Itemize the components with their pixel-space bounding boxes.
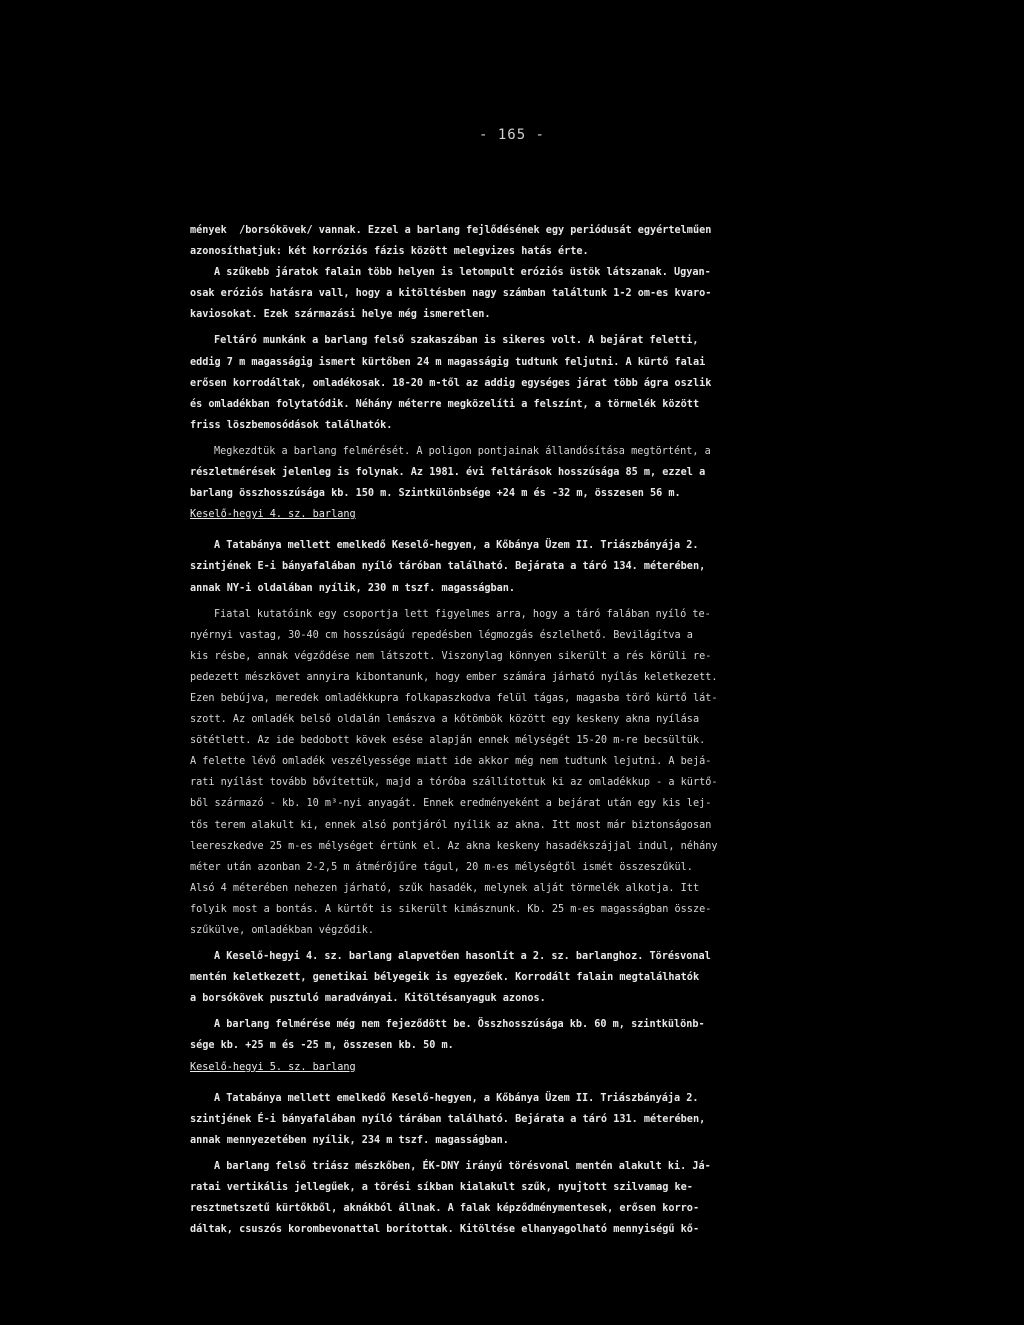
text-line: A szűkebb járatok falain több helyen is letompult eróziós üstök látszanak. Ugyan- [214, 267, 711, 279]
text-line: barlang összhosszúsága kb. 150 m. Szintkülönbsége +24 m és -32 m, összesen 56 m. [190, 488, 681, 500]
text-line: folyik most a bontás. A kürtőt is sikerült kimásznunk. Kb. 25 m-es magasságban össze- [190, 903, 712, 915]
paragraph [190, 441, 850, 504]
paragraph [190, 262, 850, 325]
text-line: és omladékban folytatódik. Néhány méterre megközelíti a felszínt, a törmelék között [190, 398, 700, 410]
text-line: Ezen bebújva, meredek omladékkupra folkapaszkodva felül tágas, magasba törő kürtő lát- [190, 692, 718, 704]
text-line: pedezett mészkövet annyira kibontanunk, hogy ember számára járható nyílás keletkezett. [190, 671, 718, 683]
text-line: nyérnyi vastag, 30-40 cm hosszúságú repedésben légmozgás észlelhető. Bevilágítva a [190, 629, 693, 641]
text-line: szintjének E-i bányafalában nyíló táróban található. Bejárata a táró 134. méterében, [190, 561, 706, 573]
text-line: tős terem alakult ki, ennek alsó pontjáról nyílik az akna. Itt most már biztonságosan [190, 819, 712, 831]
text-line: erősen korrodáltak, omladékosak. 18-20 m-től az addig egységes járat több ágra oszlik [190, 377, 712, 389]
section-heading: Keselő-hegyi 5. sz. barlang [190, 1061, 356, 1073]
text-line: rati nyílást tovább bővítettük, majd a tóróba szállítottuk ki az omladékkup - a kürtő- [190, 777, 718, 789]
text-line: A barlang felmérése még nem fejeződött be. Összhosszúsága kb. 60 m, szintkülönb- [214, 1019, 705, 1031]
text-line: A felette lévő omladék veszélyessége miatt ide akkor még nem tudtunk lejutni. A bejá- [190, 756, 712, 768]
text-line: ratai vertikális jellegűek, a törési síkban kialakult szűk, nyujtott szilvamag ke- [190, 1182, 693, 1194]
paragraph [190, 220, 850, 262]
text-line: méter után azonban 2-2,5 m átmérőjűre tágul, 20 m-es mélységtől ismét összeszűkül. [190, 861, 693, 873]
page-number: - 165 - [478, 127, 545, 143]
text-line: részletmérések jelenleg is folynak. Az 1981. évi feltárások hosszúsága 85 m, ezzel a [190, 467, 706, 479]
paragraph [190, 1014, 850, 1056]
body-text [190, 220, 850, 1240]
text-line: azonosíthatjuk: két korróziós fázis között melegvizes hatás érte. [190, 246, 589, 258]
text-line: eddig 7 m magasságig ismert kürtőben 24 m magasságig tudtunk feljutni. A kürtő falai [190, 356, 706, 368]
section-heading: Keselő-hegyi 4. sz. barlang [190, 509, 356, 521]
text-line: resztmetszetű kürtőkből, aknákból állnak. A falak képződménymentesek, erősen korro- [190, 1203, 700, 1215]
paragraph [190, 604, 850, 942]
text-line: Feltáró munkánk a barlang felső szakaszában is sikeres volt. A bejárat feletti, [214, 335, 699, 347]
text-line: sötétlett. Az ide bedobott kövek esése alapján ennek mélységét 15-20 m-re becsültük. [190, 735, 706, 747]
paragraph [190, 535, 850, 598]
text-line: annak mennyezetében nyílik, 234 m tszf. magasságban. [190, 1134, 509, 1146]
text-line: A Tatabánya mellett emelkedő Keselő-hegyen, a Kőbánya Üzem II. Triászbányája 2. [214, 1092, 699, 1104]
text-line: a borsókövek pusztuló maradványai. Kitöltésanyaguk azonos. [190, 993, 546, 1005]
text-line: A barlang felső triász mészkőben, ÉK-DNY irányú törésvonal mentén alakult ki. Já- [214, 1160, 711, 1172]
text-line: A Tatabánya mellett emelkedő Keselő-hegyen, a Kőbánya Üzem II. Triászbányája 2. [214, 540, 699, 552]
text-line: szott. Az omladék belső oldalán lemászva a kőtömbök között egy keskeny akna nyílása [190, 714, 700, 726]
text-line: kis résbe, annak végződése nem látszott. Viszonylag könnyen sikerült a rés körüli re- [190, 650, 712, 662]
text-line: Megkezdtük a barlang felmérését. A poligon pontjainak állandósítása megtörtént, a [214, 445, 711, 457]
paragraph [190, 1088, 850, 1151]
paragraph [190, 330, 850, 435]
text-line: Alsó 4 méterében nehezen járható, szűk hasadék, melynek alját törmelék alkotja. Itt [190, 882, 700, 894]
text-line: osak eróziós hatásra vall, hogy a kitöltésben nagy számban találtunk 1-2 om-es kvaro- [190, 288, 712, 300]
text-line: kaviosokat. Ezek származási helye még ismeretlen. [190, 309, 491, 321]
paragraph [190, 946, 850, 1009]
text-line: A Keselő-hegyi 4. sz. barlang alapvetően hasonlít a 2. sz. barlanghoz. Törésvonal [214, 951, 711, 963]
text-line: leereszkedve 25 m-es mélységet értünk el. Az akna keskeny hasadékszájjal indul, néhány [190, 840, 718, 852]
text-line: friss löszbemosódások találhatók. [190, 419, 393, 431]
text-line: sége kb. +25 m és -25 m, összesen kb. 50 m. [190, 1040, 454, 1052]
text-line: mentén keletkezett, genetikai bélyegeik is egyezőek. Korrodált falain megtalálhatók [190, 972, 700, 984]
text-line: mények /borsókövek/ vannak. Ezzel a barlang fejlődésének egy periódusát egyértelműen [190, 225, 712, 236]
text-line: szintjének É-i bányafalában nyíló tárában található. Bejárata a táró 131. méterében, [190, 1113, 706, 1125]
text-line: ből származó - kb. 10 m³-nyi anyagát. Ennek eredményeként a bejárat után egy kis lej- [190, 798, 712, 810]
text-line: szűkülve, omladékban végződik. [190, 925, 375, 936]
text-line: annak NY-i oldalában nyílik, 230 m tszf. magasságban. [190, 582, 516, 594]
text-line: dáltak, csuszós korombevonattal borítottak. Kitöltése elhanyagolható mennyiségű kő- [190, 1224, 700, 1236]
text-line: Fiatal kutatóink egy csoportja lett figyelmes arra, hogy a táró falában nyíló te- [214, 608, 711, 620]
paragraph [190, 1156, 850, 1240]
